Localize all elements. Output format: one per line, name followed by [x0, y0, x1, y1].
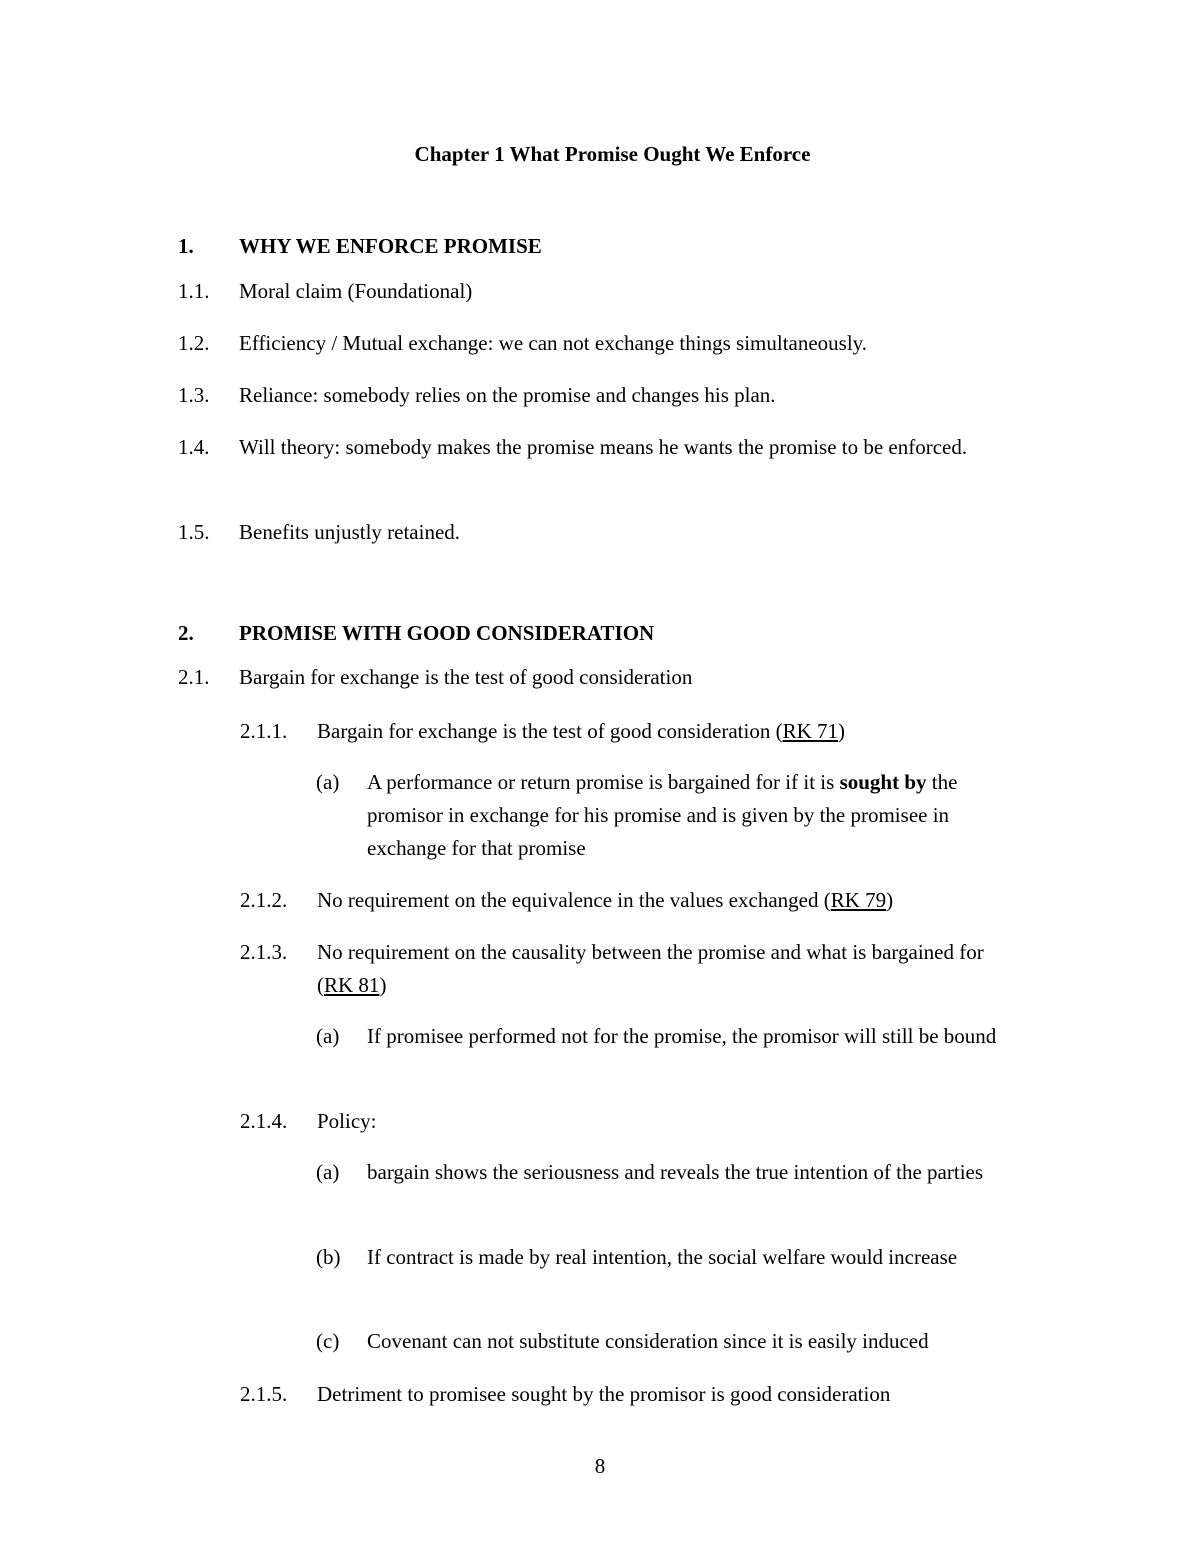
- item-text: Benefits unjustly retained.: [239, 520, 461, 544]
- point-text: Covenant can not substitute consideration since it is easily induced: [367, 1329, 929, 1353]
- point-text: If promisee performed not for the promise, the promisor will still be bound: [367, 1024, 997, 1048]
- page-number: 8: [594, 1454, 606, 1478]
- item-text: Detriment to promisee sought by the promisor is good consideration: [317, 1382, 891, 1406]
- item-number: 1.5.: [178, 520, 210, 544]
- item-number: 2.1.1.: [240, 719, 288, 743]
- chapter-title: Chapter 1 What Promise Ought We Enforce: [414, 142, 811, 166]
- item-text-after: ): [886, 888, 894, 912]
- point-text-after: the promisor in exchange for his promise and is given by the promisee in exchange for that promise: [367, 770, 958, 860]
- point-letter: (b): [316, 1245, 341, 1269]
- item-text: Efficiency / Mutual exchange: we can not exchange things simultaneously.: [239, 331, 868, 355]
- item-number: 1.3.: [178, 383, 210, 407]
- section-title: WHY WE ENFORCE PROMISE: [239, 234, 542, 258]
- item-number: 2.1.4.: [240, 1109, 288, 1133]
- item-text-before: No requirement on the causality between the promise and what is bargained for (: [317, 940, 984, 997]
- section-title: PROMISE WITH GOOD CONSIDERATION: [239, 621, 655, 645]
- item-text: [317, 936, 1017, 1002]
- item-number: 1.2.: [178, 331, 210, 355]
- point-letter: (a): [316, 1024, 340, 1048]
- item-text-before: Bargain for exchange is the test of good consideration (: [317, 719, 783, 743]
- item-text: Bargain for exchange is the test of good consideration: [239, 665, 693, 689]
- bold-phrase: sought by: [839, 770, 927, 794]
- item-number: 1.1.: [178, 279, 210, 303]
- item-text-after: ): [379, 973, 387, 997]
- item-text: Policy:: [317, 1109, 377, 1133]
- restatement-reference: RK 81: [324, 973, 380, 997]
- item-number: 2.1.3.: [240, 940, 288, 964]
- point-text-before: A performance or return promise is bargained for if it is: [367, 770, 840, 794]
- point-text: If contract is made by real intention, the social welfare would increase: [367, 1245, 958, 1269]
- item-text: Will theory: somebody makes the promise means he wants the promise to be enforced.: [239, 435, 968, 459]
- point-text: bargain shows the seriousness and reveals the true intention of the parties: [367, 1160, 984, 1184]
- item-text: [317, 715, 1017, 748]
- item-text-after: ): [838, 719, 845, 743]
- item-number: 1.4.: [178, 435, 210, 459]
- item-text: Moral claim (Foundational): [239, 279, 473, 303]
- point-letter: (a): [316, 770, 340, 794]
- section-number: 1.: [178, 234, 194, 258]
- restatement-reference: RK 79: [830, 888, 887, 912]
- item-text-before: No requirement on the equivalence in the values exchanged (: [317, 888, 831, 912]
- section-number: 2.: [178, 621, 194, 645]
- item-number: 2.1.5.: [240, 1382, 288, 1406]
- point-text: [367, 766, 1017, 865]
- item-number: 2.1.: [178, 665, 210, 689]
- item-number: 2.1.2.: [240, 888, 288, 912]
- point-letter: (a): [316, 1160, 340, 1184]
- item-text: Reliance: somebody relies on the promise and changes his plan.: [239, 383, 776, 407]
- restatement-reference: RK 71: [782, 719, 838, 743]
- point-letter: (c): [316, 1329, 340, 1353]
- item-text: [317, 884, 1017, 917]
